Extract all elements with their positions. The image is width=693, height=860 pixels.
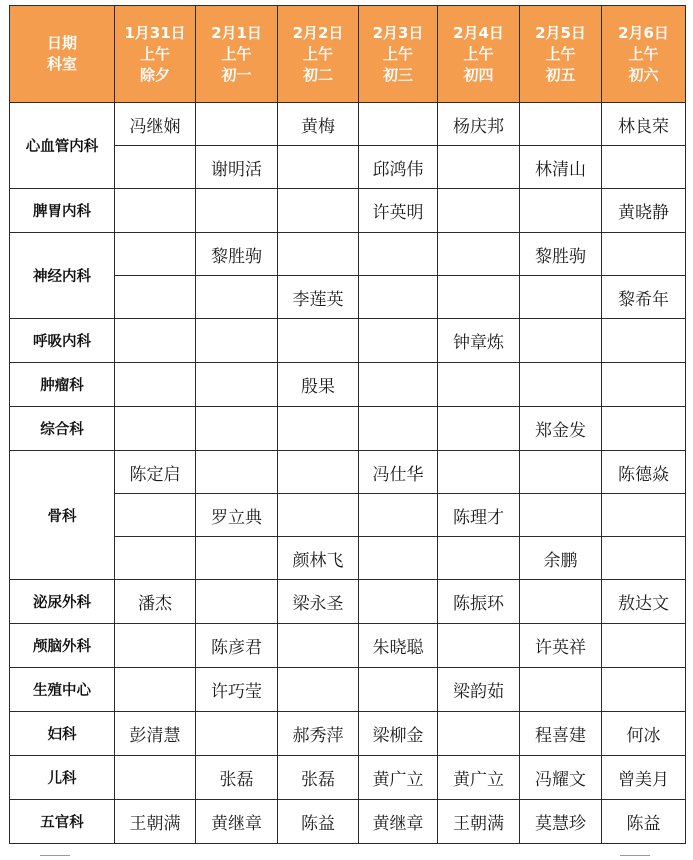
- doctor-cell: [278, 668, 359, 712]
- header-day-name: 初一: [221, 65, 252, 84]
- header-day-date: 2月5日: [535, 23, 586, 42]
- doctor-cell: [602, 494, 686, 537]
- doctor-cell: [520, 189, 602, 233]
- doctor-cell: [438, 537, 520, 580]
- header-day-name: 除夕: [139, 65, 170, 84]
- header-corner-cell: [10, 6, 115, 103]
- header-day-cell: [196, 6, 278, 103]
- doctor-cell: 冯耀文: [520, 756, 602, 800]
- department-name-cell: 泌尿外科: [10, 580, 115, 624]
- doctor-cell: 曾美月: [602, 756, 686, 800]
- table-row: [10, 233, 686, 276]
- header-day-period: 上午: [545, 44, 576, 63]
- header-day-name: 初三: [382, 65, 413, 84]
- doctor-cell: 陈定启: [115, 451, 196, 494]
- doctor-cell: 林良荣: [602, 103, 686, 146]
- doctor-cell: 余鹏: [520, 537, 602, 580]
- doctor-cell: 颜林飞: [278, 537, 359, 580]
- department-name-cell: 颅脑外科: [10, 624, 115, 668]
- doctor-cell: 黄广立: [438, 756, 520, 800]
- doctor-cell: [196, 712, 278, 756]
- header-day-name: 初六: [628, 65, 659, 84]
- doctor-cell: [359, 363, 438, 407]
- doctor-cell: [438, 624, 520, 668]
- doctor-cell: 程喜建: [520, 712, 602, 756]
- table-body: [10, 103, 686, 844]
- doctor-cell: [196, 580, 278, 624]
- header-day-date: 1月31日: [124, 23, 186, 42]
- doctor-cell: [196, 363, 278, 407]
- doctor-cell: [278, 407, 359, 451]
- header-day-period: 上午: [139, 44, 170, 63]
- doctor-cell: [115, 319, 196, 363]
- doctor-cell: 梁韵茹: [438, 668, 520, 712]
- doctor-cell: 王朝满: [115, 800, 196, 844]
- doctor-cell: 黄继章: [359, 800, 438, 844]
- doctor-cell: [602, 668, 686, 712]
- doctor-cell: [278, 494, 359, 537]
- doctor-cell: [602, 233, 686, 276]
- doctor-cell: [115, 189, 196, 233]
- doctor-cell: 梁永圣: [278, 580, 359, 624]
- department-name-cell: 骨科: [10, 451, 115, 580]
- doctor-cell: [602, 146, 686, 189]
- doctor-cell: 陈益: [602, 800, 686, 844]
- doctor-cell: 王朝满: [438, 800, 520, 844]
- doctor-cell: [438, 712, 520, 756]
- doctor-cell: 钟章炼: [438, 319, 520, 363]
- doctor-cell: [359, 233, 438, 276]
- doctor-cell: [196, 276, 278, 319]
- doctor-cell: 殷果: [278, 363, 359, 407]
- doctor-cell: 许英明: [359, 189, 438, 233]
- header-day-date: 2月3日: [372, 23, 424, 42]
- doctor-cell: [520, 580, 602, 624]
- doctor-cell: 陈理才: [438, 494, 520, 537]
- doctor-cell: 敖达文: [602, 580, 686, 624]
- doctor-cell: 陈德焱: [602, 451, 686, 494]
- doctor-cell: 黄广立: [359, 756, 438, 800]
- doctor-cell: 许英祥: [520, 624, 602, 668]
- doctor-cell: [438, 146, 520, 189]
- doctor-cell: [278, 146, 359, 189]
- department-name-cell: 心血管内科: [10, 103, 115, 189]
- header-row: [10, 6, 686, 103]
- doctor-cell: [359, 668, 438, 712]
- department-name-cell: 生殖中心: [10, 668, 115, 712]
- doctor-cell: [359, 319, 438, 363]
- department-name-cell: 神经内科: [10, 233, 115, 319]
- doctor-cell: 黎胜驹: [520, 233, 602, 276]
- doctor-cell: [196, 537, 278, 580]
- doctor-cell: [520, 451, 602, 494]
- table-row: [10, 756, 686, 800]
- header-day-date: 2月2日: [292, 23, 344, 42]
- doctor-cell: [520, 494, 602, 537]
- header-day-period: 上午: [463, 44, 494, 63]
- department-name-cell: 五官科: [10, 800, 115, 844]
- header-day-cell: [115, 6, 196, 103]
- department-name-cell: 脾胃内科: [10, 189, 115, 233]
- doctor-cell: [438, 451, 520, 494]
- header-day-period: 上午: [221, 44, 252, 63]
- table-header: [10, 6, 686, 103]
- table-row: [10, 668, 686, 712]
- table-row: [10, 800, 686, 844]
- header-day-date: 2月1日: [211, 23, 262, 42]
- doctor-cell: 黄晓静: [602, 189, 686, 233]
- doctor-cell: [196, 103, 278, 146]
- doctor-cell: 黎胜驹: [196, 233, 278, 276]
- doctor-cell: [278, 624, 359, 668]
- doctor-cell: [602, 537, 686, 580]
- header-day-period: 上午: [382, 44, 413, 63]
- doctor-cell: [115, 494, 196, 537]
- doctor-cell: 陈益: [278, 800, 359, 844]
- table-row: [10, 319, 686, 363]
- doctor-cell: [602, 363, 686, 407]
- header-day-period: 上午: [302, 44, 333, 63]
- table-row: [10, 580, 686, 624]
- header-day-name: 初四: [463, 65, 494, 84]
- doctor-cell: [115, 537, 196, 580]
- doctor-cell: [438, 189, 520, 233]
- doctor-cell: 张磊: [196, 756, 278, 800]
- doctor-cell: 邱鸿伟: [359, 146, 438, 189]
- doctor-cell: [278, 319, 359, 363]
- doctor-cell: 许巧莹: [196, 668, 278, 712]
- doctor-cell: 张磊: [278, 756, 359, 800]
- page-edge-mark: [40, 855, 70, 860]
- doctor-cell: 冯继娴: [115, 103, 196, 146]
- header-date-label: 日期: [46, 34, 77, 52]
- table-row: [10, 624, 686, 668]
- table-row: [10, 407, 686, 451]
- doctor-cell: 莫慧珍: [520, 800, 602, 844]
- doctor-cell: 黎希年: [602, 276, 686, 319]
- header-day-name: 初二: [302, 65, 333, 84]
- doctor-cell: [520, 103, 602, 146]
- doctor-cell: [115, 407, 196, 451]
- doctor-cell: [438, 276, 520, 319]
- doctor-cell: [115, 624, 196, 668]
- doctor-cell: [115, 668, 196, 712]
- doctor-cell: 黄梅: [278, 103, 359, 146]
- doctor-cell: [196, 407, 278, 451]
- doctor-cell: [602, 407, 686, 451]
- doctor-cell: [115, 756, 196, 800]
- doctor-cell: [520, 319, 602, 363]
- doctor-cell: [520, 276, 602, 319]
- doctor-cell: 陈振环: [438, 580, 520, 624]
- page-edge-mark: [620, 855, 650, 860]
- doctor-cell: [359, 103, 438, 146]
- header-day-period: 上午: [628, 44, 659, 63]
- header-day-name: 初五: [545, 65, 576, 84]
- doctor-cell: [115, 276, 196, 319]
- doctor-cell: [278, 451, 359, 494]
- doctor-cell: [115, 146, 196, 189]
- doctor-cell: 何冰: [602, 712, 686, 756]
- doctor-cell: 潘杰: [115, 580, 196, 624]
- table-row: [10, 363, 686, 407]
- doctor-cell: [115, 233, 196, 276]
- doctor-cell: [196, 451, 278, 494]
- doctor-cell: [602, 319, 686, 363]
- header-day-cell: [278, 6, 359, 103]
- doctor-cell: [115, 363, 196, 407]
- doctor-cell: [438, 233, 520, 276]
- department-name-cell: 呼吸内科: [10, 319, 115, 363]
- doctor-cell: [196, 319, 278, 363]
- doctor-cell: 郝秀萍: [278, 712, 359, 756]
- doctor-cell: 黄继章: [196, 800, 278, 844]
- doctor-cell: 冯仕华: [359, 451, 438, 494]
- doctor-cell: [278, 233, 359, 276]
- doctor-cell: 杨庆邦: [438, 103, 520, 146]
- doctor-cell: [438, 363, 520, 407]
- doctor-cell: 谢明活: [196, 146, 278, 189]
- table-row: [10, 712, 686, 756]
- header-day-date: 2月4日: [453, 23, 504, 42]
- doctor-cell: [359, 494, 438, 537]
- doctor-cell: [359, 276, 438, 319]
- doctor-cell: [520, 668, 602, 712]
- doctor-cell: 郑金发: [520, 407, 602, 451]
- department-name-cell: 综合科: [10, 407, 115, 451]
- doctor-cell: 梁柳金: [359, 712, 438, 756]
- header-day-date: 2月6日: [618, 23, 669, 42]
- doctor-cell: [359, 407, 438, 451]
- doctor-cell: 林清山: [520, 146, 602, 189]
- doctor-cell: [602, 624, 686, 668]
- table-row: [10, 189, 686, 233]
- header-day-cell: [359, 6, 438, 103]
- header-day-cell: [520, 6, 602, 103]
- doctor-cell: 李莲英: [278, 276, 359, 319]
- department-name-cell: 妇科: [10, 712, 115, 756]
- doctor-cell: [520, 363, 602, 407]
- doctor-cell: [359, 537, 438, 580]
- department-name-cell: 儿科: [10, 756, 115, 800]
- doctor-cell: 彭清慧: [115, 712, 196, 756]
- header-day-cell: [438, 6, 520, 103]
- table-row: [10, 103, 686, 146]
- doctor-cell: [359, 580, 438, 624]
- doctor-cell: [196, 189, 278, 233]
- header-department-label: 科室: [46, 55, 77, 73]
- doctor-cell: 朱晓聪: [359, 624, 438, 668]
- table-row: [10, 451, 686, 494]
- doctor-cell: [278, 189, 359, 233]
- doctor-cell: 陈彦君: [196, 624, 278, 668]
- doctor-cell: [438, 407, 520, 451]
- duty-schedule-table: [9, 5, 686, 844]
- department-name-cell: 肿瘤科: [10, 363, 115, 407]
- doctor-cell: 罗立典: [196, 494, 278, 537]
- header-day-cell: [602, 6, 686, 103]
